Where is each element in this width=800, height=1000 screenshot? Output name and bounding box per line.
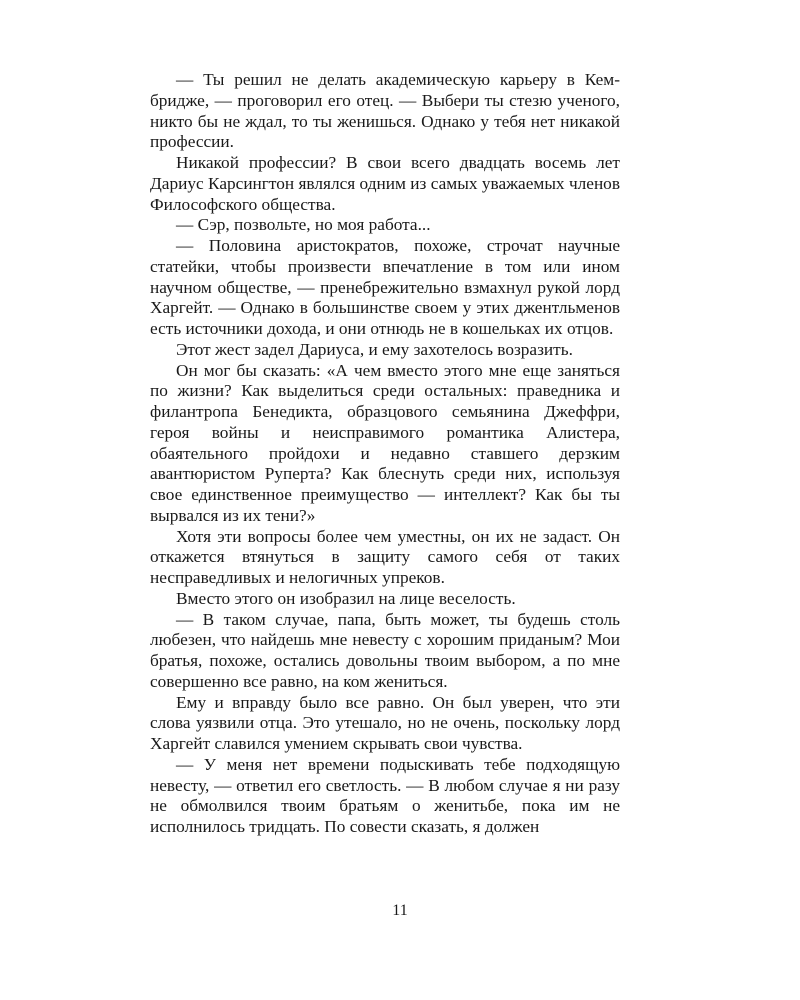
paragraph: — У меня нет времени подыскивать тебе подходящую невесту, — ответил его светлость. — В любом случае я ни разу не обмолвился твоим братьям о женитьбе, пока им не исполнилось тридцать. По совести сказать, я должен: [150, 754, 620, 836]
paragraph: — Половина аристократов, похоже, строчат научные статейки, чтобы произвести впечатление в том или ином научном обществе, — пренебрежительно взмахнул рукой лорд Харгейт. — Однако в большинстве своем у этих джентльменов есть источники дохода, и они отнюдь не в кошельках их отцов.: [150, 236, 620, 338]
paragraph: — В таком случае, папа, быть может, ты будешь столь любезен, что найдешь мне невесту с хорошим приданым? Мои братья, похоже, остались довольны твоим выбором, а по мне совершенно все равно, на ком жениться.: [150, 609, 620, 691]
paragraph: Вместо этого он изобразил на лице веселость.: [176, 588, 516, 608]
paragraph: Этот жест задел Дариуса, и ему захотелось возразить.: [176, 339, 573, 359]
paragraph: Никакой профессии? В свои всего двадцать восемь лет Дариус Карсингтон являлся одним из самых уважаемых членов Философского общества.: [150, 153, 620, 214]
paragraph: — Сэр, позвольте, но моя работа...: [176, 215, 431, 235]
paragraph: — Ты решил не делать академическую карьеру в Кембридже, — проговорил его отец. — Выбери ты стезю ученого, никто бы не ждал, то ты женишься. Однако у тебя нет никакой профессии.: [150, 70, 620, 152]
paragraph: Хотя эти вопросы более чем уместны, он их не задаст. Он откажется втянуться в защиту самого себя от таких несправедливых и нелогичных упреков.: [150, 526, 620, 587]
paragraph: Ему и вправду было все равно. Он был уверен, что эти слова уязвили отца. Это утешало, но не очень, поскольку лорд Харгейт славился умением скрывать свои чувства.: [150, 692, 620, 753]
page-number: 11: [392, 902, 408, 919]
body-text: [150, 70, 620, 838]
paragraph: Он мог бы сказать: «А чем вместо этого мне еще заняться по жизни? Как выделиться среди остальных: праведника и филантропа Бенедикта, образцового семьянина Джеффри, героя войны и неисправимого романтика Алистера, обаятельного пройдохи и недавно ставшего дерзким авантюристом Руперта? Как блеснуть среди них, используя свое единственное преимущество — интеллект? Как бы ты вырвался из их тени?»: [150, 360, 620, 525]
